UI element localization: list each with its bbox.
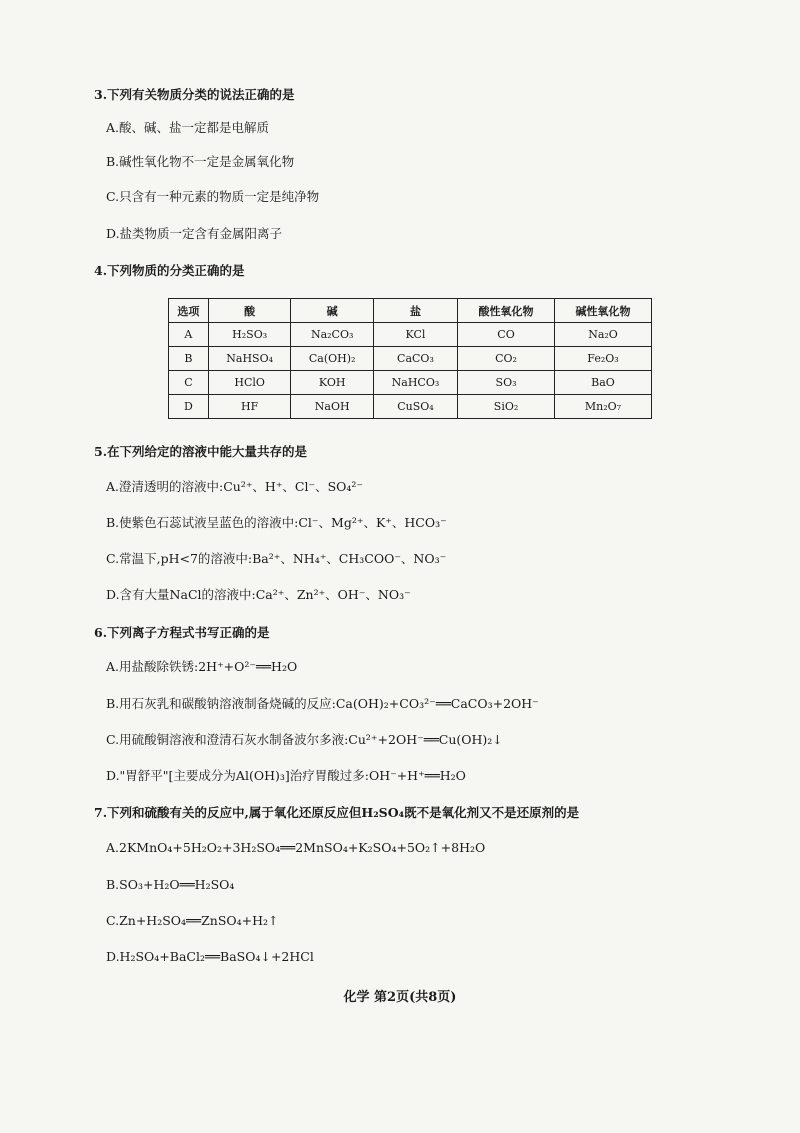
- table-cell: D: [169, 395, 209, 419]
- table-cell: C: [169, 371, 209, 395]
- q6-option-b: B.用石灰乳和碳酸钠溶液制备烧碱的反应:Ca(OH)₂+CO₃²⁻══CaCO₃+2OH⁻: [106, 696, 539, 711]
- table-cell: NaOH: [291, 395, 373, 419]
- table-cell: SiO₂: [458, 395, 555, 419]
- table-row: [169, 371, 652, 395]
- table-header: 碱性氧化物: [555, 299, 652, 323]
- q7-option-a: A.2KMnO₄+5H₂O₂+3H₂SO₄══2MnSO₄+K₂SO₄+5O₂↑+8H₂O: [106, 840, 486, 855]
- q6-option-d: D."胃舒平"[主要成分为Al(OH)₃]治疗胃酸过多:OH⁻+H⁺══H₂O: [106, 768, 466, 783]
- table-cell: SO₃: [458, 371, 555, 395]
- table-cell: KCl: [373, 323, 457, 347]
- table-cell: Mn₂O₇: [555, 395, 652, 419]
- table-row: [169, 395, 652, 419]
- table-cell: CO: [458, 323, 555, 347]
- q5-option-a: A.澄清透明的溶液中:Cu²⁺、H⁺、Cl⁻、SO₄²⁻: [106, 479, 364, 494]
- table-cell: KOH: [291, 371, 373, 395]
- page-footer: 化学 第2页(共8页): [343, 990, 457, 1005]
- table-header: 选项: [169, 299, 209, 323]
- table-header-row: [169, 299, 652, 323]
- table-cell: CaCO₃: [373, 347, 457, 371]
- table-cell: NaHCO₃: [373, 371, 457, 395]
- q7-option-c: C.Zn+H₂SO₄══ZnSO₄+H₂↑: [106, 913, 279, 928]
- q3-option-d: D.盐类物质一定含有金属阳离子: [106, 226, 283, 241]
- table-cell: HF: [208, 395, 291, 419]
- q3-stem: 3.下列有关物质分类的说法正确的是: [94, 87, 295, 102]
- table-cell: CO₂: [458, 347, 555, 371]
- table-header: 酸性氧化物: [458, 299, 555, 323]
- table-cell: Ca(OH)₂: [291, 347, 373, 371]
- q5-option-c: C.常温下,pH<7的溶液中:Ba²⁺、NH₄⁺、CH₃COO⁻、NO₃⁻: [106, 551, 447, 566]
- q7-option-b: B.SO₃+H₂O══H₂SO₄: [106, 877, 235, 892]
- q6-option-a: A.用盐酸除铁锈:2H⁺+O²⁻══H₂O: [106, 659, 298, 674]
- q5-stem: 5.在下列给定的溶液中能大量共存的是: [94, 444, 308, 459]
- table-cell: BaO: [555, 371, 652, 395]
- table-cell: Fe₂O₃: [555, 347, 652, 371]
- table-header: 盐: [373, 299, 457, 323]
- q3-option-b: B.碱性氧化物不一定是金属氧化物: [106, 154, 295, 169]
- table-row: [169, 347, 652, 371]
- classification-table: [168, 298, 652, 419]
- table-cell: H₂SO₃: [208, 323, 291, 347]
- q6-option-c: C.用硫酸铜溶液和澄清石灰水制备波尔多液:Cu²⁺+2OH⁻══Cu(OH)₂↓: [106, 732, 503, 747]
- table-cell: CuSO₄: [373, 395, 457, 419]
- q7-stem: 7.下列和硫酸有关的反应中,属于氧化还原反应但H₂SO₄既不是氧化剂又不是还原剂的是: [94, 805, 580, 820]
- table-cell: A: [169, 323, 209, 347]
- q3-option-c: C.只含有一种元素的物质一定是纯净物: [106, 189, 320, 204]
- q4-stem: 4.下列物质的分类正确的是: [94, 263, 245, 278]
- table-cell: NaHSO₄: [208, 347, 291, 371]
- q7-option-d: D.H₂SO₄+BaCl₂══BaSO₄↓+2HCl: [106, 949, 314, 964]
- table-cell: B: [169, 347, 209, 371]
- table-cell: HClO: [208, 371, 291, 395]
- q5-option-b: B.使紫色石蕊试液呈蓝色的溶液中:Cl⁻、Mg²⁺、K⁺、HCO₃⁻: [106, 515, 447, 530]
- q5-option-d: D.含有大量NaCl的溶液中:Ca²⁺、Zn²⁺、OH⁻、NO₃⁻: [106, 587, 411, 602]
- table-header: 碱: [291, 299, 373, 323]
- table-cell: Na₂CO₃: [291, 323, 373, 347]
- q6-stem: 6.下列离子方程式书写正确的是: [94, 625, 270, 640]
- q3-option-a: A.酸、碱、盐一定都是电解质: [106, 120, 270, 135]
- table-header: 酸: [208, 299, 291, 323]
- table-row: [169, 323, 652, 347]
- table-cell: Na₂O: [555, 323, 652, 347]
